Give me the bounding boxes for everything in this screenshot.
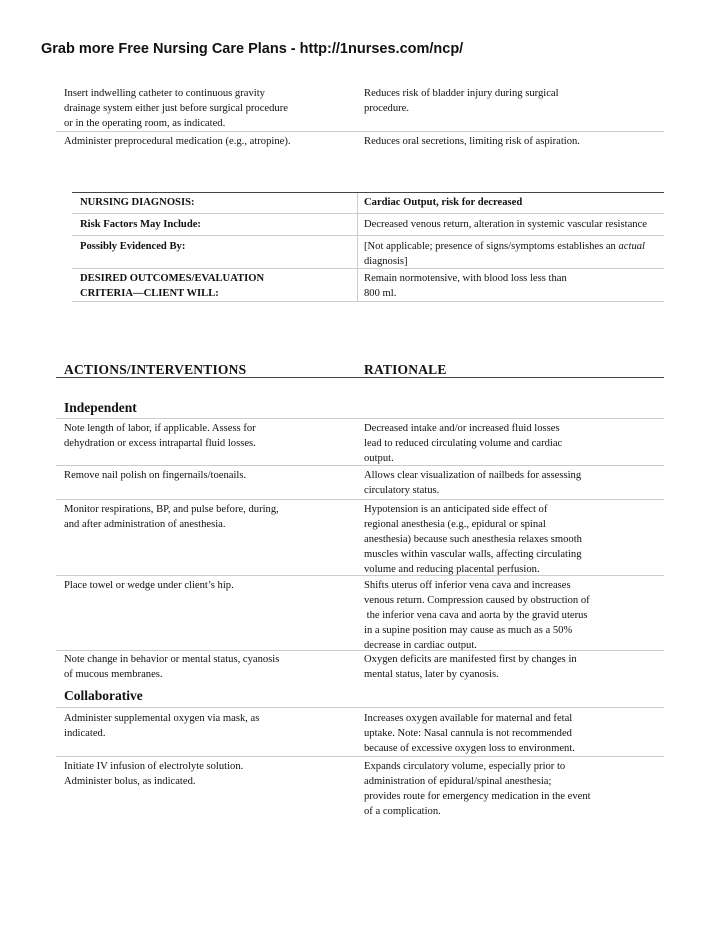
action-text: Remove nail polish on fingernails/toenails. — [64, 470, 247, 481]
row-divider — [56, 575, 664, 576]
row-divider — [72, 235, 664, 236]
row-divider — [56, 131, 664, 132]
collaborative-section-title: Collaborative — [64, 688, 143, 703]
action-text: dehydration or excess intrapartal fluid losses. — [64, 438, 256, 449]
outcomes-label-cont: CRITERIA—CLIENT WILL: — [80, 288, 219, 299]
action-text: Place towel or wedge under client’s hip. — [64, 580, 234, 591]
diagnosis-top-rule — [72, 192, 664, 193]
rationale-text: administration of epidural/spinal anesthesia; — [364, 776, 552, 787]
outcomes-value-cont: 800 ml. — [364, 288, 397, 299]
rationale-text: Reduces risk of bladder injury during surgical — [364, 88, 559, 99]
rationale-text: procedure. — [364, 103, 409, 114]
rationale-header: RATIONALE — [364, 362, 447, 377]
rationale-text: the inferior vena cava and aorta by the gravid uterus — [364, 610, 588, 621]
row-divider — [72, 268, 664, 269]
evidenced-value-cont: diagnosis] — [364, 256, 408, 267]
header-rule — [56, 377, 664, 378]
action-text: Note length of labor, if applicable. Assess for — [64, 423, 256, 434]
evidenced-value: [Not applicable; presence of signs/symptoms establishes an actual — [364, 241, 645, 252]
rationale-cell — [364, 86, 624, 116]
row-divider — [56, 499, 664, 500]
action-text: Administer supplemental oxygen via mask, as — [64, 713, 260, 724]
rationale-text: Shifts uterus off inferior vena cava and increases — [364, 580, 571, 591]
rationale-text: Oxygen deficits are manifested first by changes in — [364, 654, 577, 665]
row-divider — [56, 756, 664, 757]
action-text: and after administration of anesthesia. — [64, 519, 226, 530]
rationale-text: venous return. Compression caused by obstruction of — [364, 595, 590, 606]
actions-header: ACTIONS/INTERVENTIONS — [64, 362, 247, 377]
rationale-text: output. — [364, 453, 394, 464]
rationale-text: lead to reduced circulating volume and cardiac — [364, 438, 563, 449]
action-text: Administer bolus, as indicated. — [64, 776, 196, 787]
action-text: or in the operating room, as indicated. — [64, 118, 226, 129]
rationale-text: anesthesia) because such anesthesia relaxes smooth — [364, 534, 582, 545]
rationale-text: Allows clear visualization of nailbeds for assessing — [364, 470, 582, 481]
column-divider — [357, 193, 358, 301]
rationale-text: uptake. Note: Nasal cannula is not recommended — [364, 728, 572, 739]
nursing-diagnosis-value: Cardiac Output, risk for decreased — [364, 197, 523, 208]
row-divider — [56, 707, 664, 708]
action-text: Insert indwelling catheter to continuous gravity — [64, 88, 265, 99]
rationale-text: of a complication. — [364, 806, 441, 817]
rationale-text: muscles within vascular walls, affecting circulating — [364, 549, 582, 560]
rationale-text: because of excessive oxygen loss to environment. — [364, 743, 575, 754]
risk-factors-label: Risk Factors May Include: — [80, 219, 201, 230]
action-text: Monitor respirations, BP, and pulse before, during, — [64, 504, 279, 515]
rationale-text: in a supine position may cause as much as a 50% — [364, 625, 573, 636]
action-text: Administer preprocedural medication (e.g., atropine). — [64, 136, 291, 147]
action-text: indicated. — [64, 728, 106, 739]
row-divider — [56, 465, 664, 466]
action-text: Note change in behavior or mental status, cyanosis — [64, 654, 280, 665]
row-divider — [72, 301, 664, 302]
rationale-text: Reduces oral secretions, limiting risk of aspiration. — [364, 136, 580, 147]
action-cell — [64, 134, 344, 149]
page-header: Grab more Free Nursing Care Plans - http://1nurses.com/ncp/ — [41, 41, 464, 57]
outcomes-value: Remain normotensive, with blood loss less than — [364, 273, 567, 284]
action-cell — [64, 86, 344, 131]
rationale-text: Decreased intake and/or increased fluid losses — [364, 423, 560, 434]
rationale-text: provides route for emergency medication in the event — [364, 791, 591, 802]
rationale-text: Increases oxygen available for maternal and fetal — [364, 713, 573, 724]
action-text: of mucous membranes. — [64, 669, 163, 680]
row-divider — [56, 650, 664, 651]
rationale-text: decrease in cardiac output. — [364, 640, 477, 651]
action-text: drainage system either just before surgical procedure — [64, 103, 288, 114]
outcomes-label: DESIRED OUTCOMES/EVALUATION — [80, 273, 265, 284]
rationale-text: regional anesthesia (e.g., epidural or spinal — [364, 519, 546, 530]
rationale-text: Expands circulatory volume, especially prior to — [364, 761, 566, 772]
row-divider — [72, 213, 664, 214]
row-divider — [56, 418, 664, 419]
evidenced-label: Possibly Evidenced By: — [80, 241, 186, 252]
rationale-text: Hypotension is an anticipated side effect of — [364, 504, 548, 515]
rationale-text: mental status, later by cyanosis. — [364, 669, 499, 680]
independent-section-title: Independent — [64, 400, 137, 415]
risk-factors-value: Decreased venous return, alteration in systemic vascular resistance — [364, 219, 647, 230]
action-text: Initiate IV infusion of electrolyte solution. — [64, 761, 244, 772]
rationale-cell — [364, 134, 624, 149]
rationale-text: circulatory status. — [364, 485, 440, 496]
rationale-text: volume and reducing placental perfusion. — [364, 564, 540, 575]
nursing-diagnosis-label: NURSING DIAGNOSIS: — [80, 197, 195, 208]
